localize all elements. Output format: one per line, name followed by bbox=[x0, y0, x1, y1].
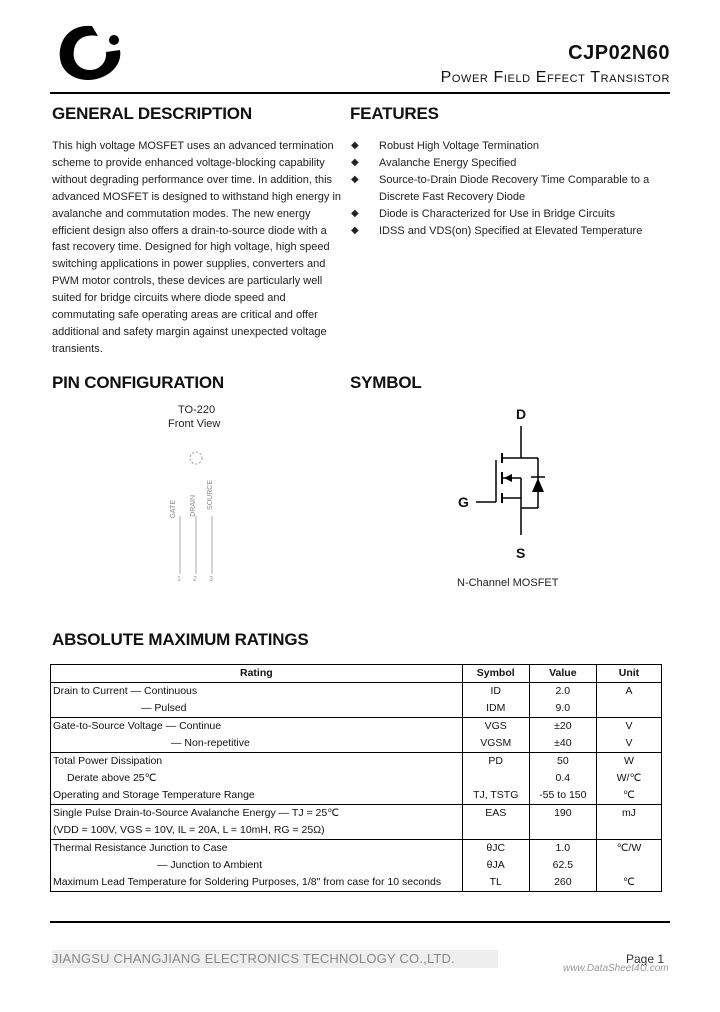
package-label: TO-220 bbox=[178, 404, 216, 416]
unit-cell bbox=[596, 857, 661, 874]
table-row bbox=[51, 753, 662, 771]
unit-cell bbox=[596, 822, 661, 840]
footer-rule bbox=[50, 921, 670, 923]
symbol-cell bbox=[462, 770, 529, 787]
pin-number-3: 3 bbox=[209, 576, 213, 583]
general-description-heading: GENERAL DESCRIPTION bbox=[52, 104, 252, 123]
rating-cell: — Non-repetitive bbox=[51, 735, 463, 753]
unit-cell: mJ bbox=[596, 805, 661, 823]
table-row bbox=[51, 840, 662, 858]
symbol-caption: N-Channel MOSFET bbox=[457, 577, 559, 589]
symbol-drain-label: D bbox=[516, 406, 527, 422]
value-cell: 0.4 bbox=[529, 770, 596, 787]
unit-cell: ℃/W bbox=[596, 840, 661, 858]
symbol-source-label: S bbox=[516, 545, 526, 561]
pin-number-2: 2 bbox=[193, 576, 197, 583]
unit-cell bbox=[596, 700, 661, 718]
features-list bbox=[351, 138, 671, 239]
table-row bbox=[51, 770, 662, 787]
rating-cell: Drain to Current — Continuous bbox=[51, 683, 463, 701]
to220-package-drawing bbox=[160, 444, 240, 594]
value-cell: 62.5 bbox=[529, 857, 596, 874]
symbol-cell: VGS bbox=[462, 718, 529, 736]
feature-item: ◆ Diode is Characterized for Use in Bridge Circuits bbox=[351, 206, 671, 223]
col-rating: Rating bbox=[51, 665, 463, 683]
table-row bbox=[51, 874, 662, 892]
symbol-cell: TJ, TSTG bbox=[462, 787, 529, 805]
feature-item: ◆ Source-to-Drain Diode Recovery Time Comparable to a Discrete Fast Recovery Diode bbox=[351, 172, 671, 206]
feature-item: ◆ Robust High Voltage Termination bbox=[351, 138, 671, 155]
unit-cell: W/℃ bbox=[596, 770, 661, 787]
rating-cell: Thermal Resistance Junction to Case bbox=[51, 840, 463, 858]
part-number: CJP02N60 bbox=[568, 42, 670, 64]
symbol-cell: EAS bbox=[462, 805, 529, 823]
unit-cell: ℃ bbox=[596, 874, 661, 892]
table-row bbox=[51, 735, 662, 753]
symbol-cell: IDM bbox=[462, 700, 529, 718]
pin-configuration-heading: PIN CONFIGURATION bbox=[52, 373, 224, 392]
header-rule bbox=[50, 92, 670, 94]
value-cell: -55 to 150 bbox=[529, 787, 596, 805]
page-number: Page 1 bbox=[626, 952, 665, 966]
symbol-heading: SYMBOL bbox=[350, 373, 422, 392]
value-cell: ±40 bbox=[529, 735, 596, 753]
pin-label-drain: DRAIN bbox=[190, 495, 197, 517]
general-description-text: This high voltage MOSFET uses an advanced termination scheme to provide enhanced voltage-blocking capability without degrading performance over time. In addition, this advanced MOSFET is designed to withstand high energy in avalanche and commutation modes. The new energy efficient design also offers a drain-to-source diode with a fast recovery time. Designed for high voltage, high speed switching applications in power supplies, converters and PWM motor controls, these devices are particularly well suited for bridge circuits where diode speed and commutating safe operating areas are critical and offer additional and safety margin against unexpected voltage transients. bbox=[52, 140, 342, 355]
watermark: www.DataSheet4U.com bbox=[563, 963, 669, 974]
symbol-cell: TL bbox=[462, 874, 529, 892]
rating-cell: Gate-to-Source Voltage — Continue bbox=[51, 718, 463, 736]
value-cell bbox=[529, 822, 596, 840]
symbol-cell: ID bbox=[462, 683, 529, 701]
feature-item: ◆ Avalanche Energy Specified bbox=[351, 155, 671, 172]
col-unit: Unit bbox=[596, 665, 661, 683]
pin-number-1: 1 bbox=[177, 576, 181, 583]
company-logo bbox=[52, 18, 132, 88]
value-cell: 9.0 bbox=[529, 700, 596, 718]
unit-cell: V bbox=[596, 718, 661, 736]
feature-item: ◆ IDSS and VDS(on) Specified at Elevated Temperature bbox=[351, 223, 671, 240]
value-cell: 2.0 bbox=[529, 683, 596, 701]
symbol-cell: θJA bbox=[462, 857, 529, 874]
value-cell: 190 bbox=[529, 805, 596, 823]
table-row bbox=[51, 718, 662, 736]
ratings-heading: ABSOLUTE MAXIMUM RATINGS bbox=[52, 630, 309, 649]
rating-cell: — Pulsed bbox=[51, 700, 463, 718]
rating-cell: Single Pulse Drain-to-Source Avalanche Energy — TJ = 25℃ bbox=[51, 805, 463, 823]
view-label: Front View bbox=[168, 418, 221, 430]
table-row bbox=[51, 805, 662, 823]
symbol-gate-label: G bbox=[458, 494, 469, 510]
document-subtitle: Power Field Effect Transistor bbox=[440, 69, 670, 86]
unit-cell: V bbox=[596, 735, 661, 753]
value-cell: 260 bbox=[529, 874, 596, 892]
mosfet-symbol bbox=[470, 420, 570, 545]
footer-company: JIANGSU CHANGJIANG ELECTRONICS TECHNOLOGY CO.,LTD. bbox=[52, 951, 455, 966]
unit-cell: A bbox=[596, 683, 661, 701]
symbol-cell bbox=[462, 822, 529, 840]
table-row bbox=[51, 857, 662, 874]
col-value: Value bbox=[529, 665, 596, 683]
symbol-cell: PD bbox=[462, 753, 529, 771]
col-symbol: Symbol bbox=[462, 665, 529, 683]
table-row bbox=[51, 822, 662, 840]
table-header-row bbox=[51, 665, 662, 683]
table-row bbox=[51, 787, 662, 805]
rating-cell: Total Power Dissipation bbox=[51, 753, 463, 771]
rating-cell: Derate above 25℃ bbox=[51, 770, 463, 787]
unit-cell: W bbox=[596, 753, 661, 771]
table-row bbox=[51, 700, 662, 718]
ratings-table bbox=[50, 664, 662, 892]
unit-cell: ℃ bbox=[596, 787, 661, 805]
pin-label-source: SOURCE bbox=[207, 480, 214, 510]
symbol-cell: VGSM bbox=[462, 735, 529, 753]
rating-cell: — Junction to Ambient bbox=[51, 857, 463, 874]
pin-label-gate: GATE bbox=[170, 500, 177, 519]
symbol-cell: θJC bbox=[462, 840, 529, 858]
features-heading: FEATURES bbox=[350, 104, 439, 123]
rating-cell: (VDD = 100V, VGS = 10V, IL = 20A, L = 10mH, RG = 25Ω) bbox=[51, 822, 463, 840]
rating-cell: Maximum Lead Temperature for Soldering Purposes, 1/8" from case for 10 seconds bbox=[51, 874, 463, 892]
value-cell: 50 bbox=[529, 753, 596, 771]
value-cell: ±20 bbox=[529, 718, 596, 736]
table-row bbox=[51, 683, 662, 701]
value-cell: 1.0 bbox=[529, 840, 596, 858]
rating-cell: Operating and Storage Temperature Range bbox=[51, 787, 463, 805]
